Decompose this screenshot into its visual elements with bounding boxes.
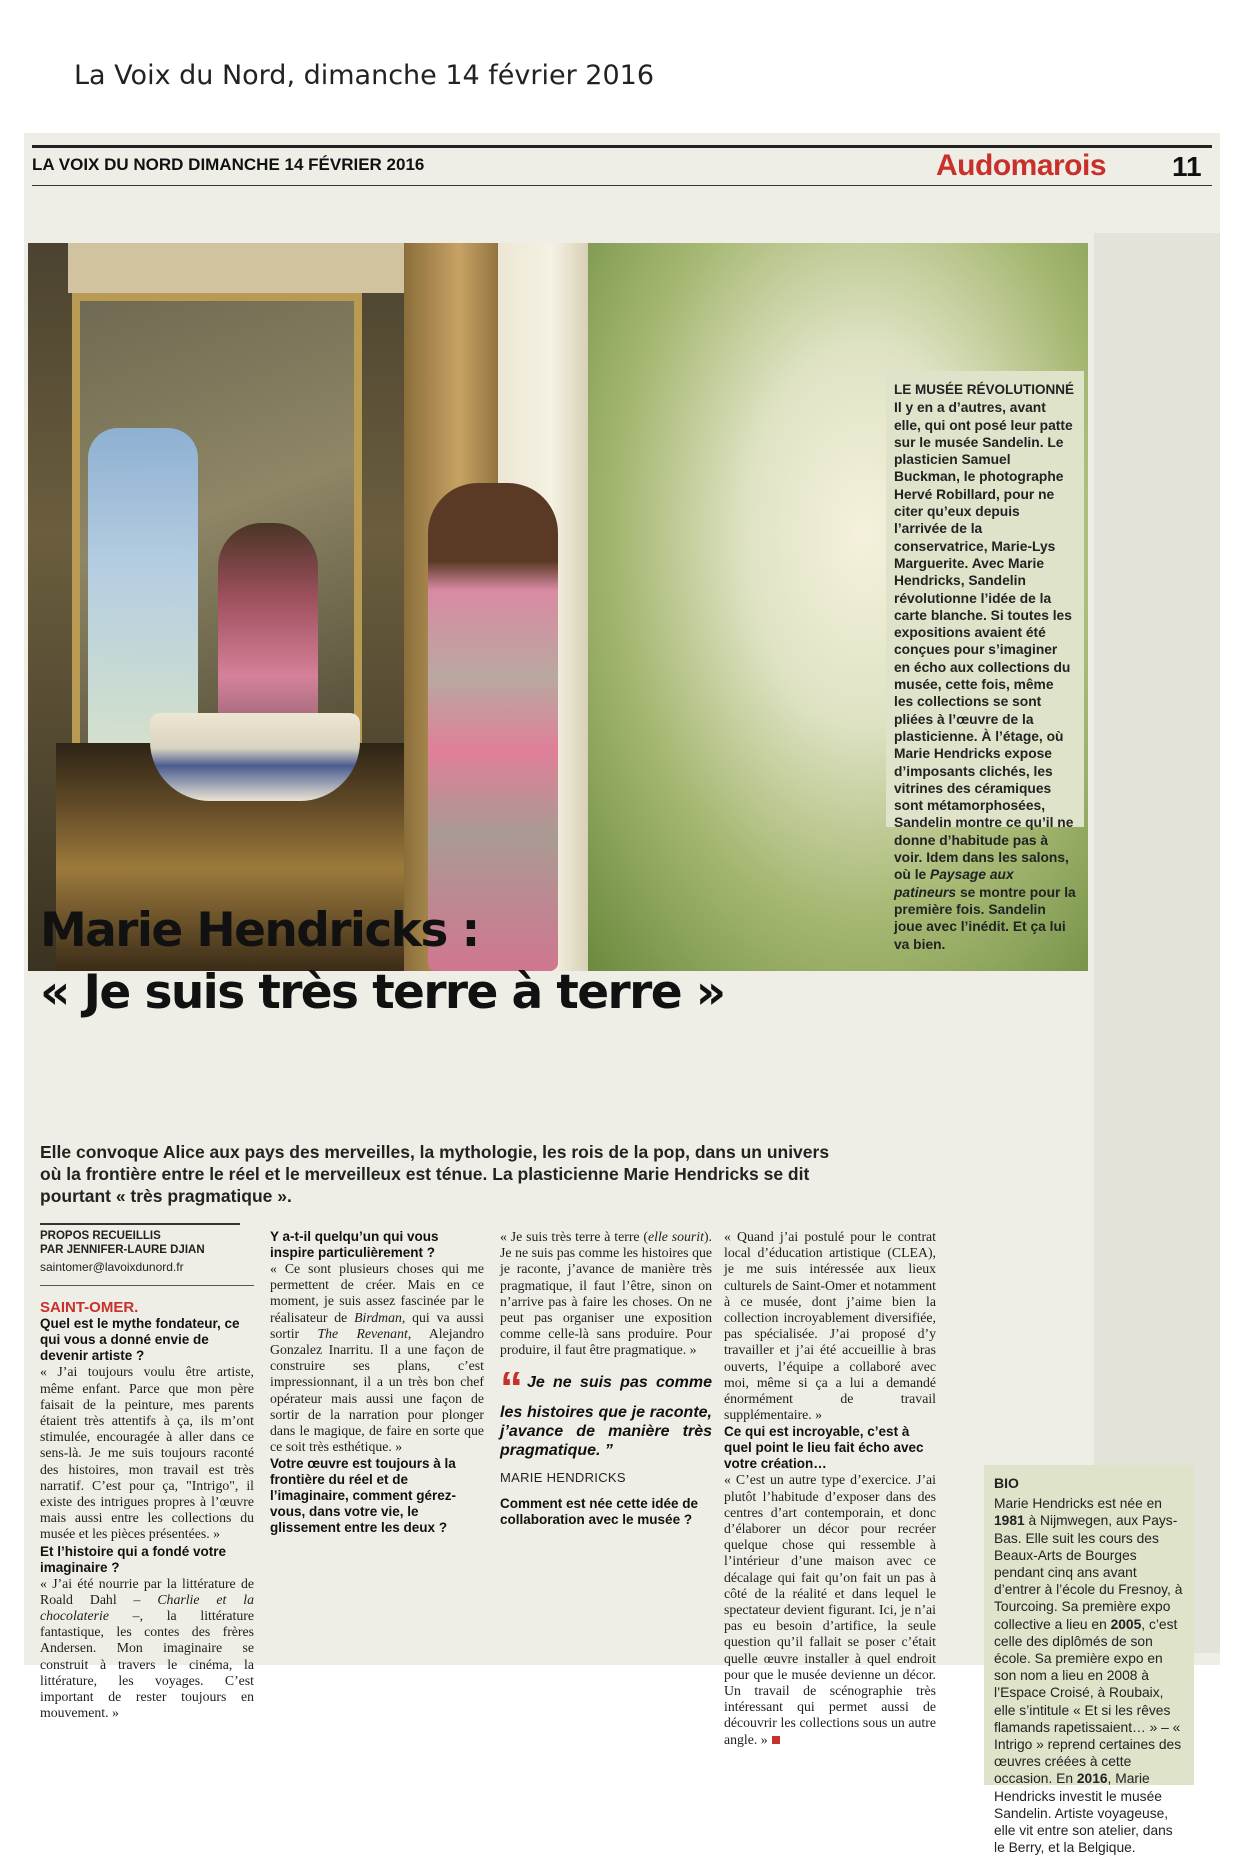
section-name: Audomarois (936, 149, 1107, 182)
answer-3-part-3: , Alejandro Gonzalez Inarritu. Il a une façon de construire ses plans, c’est impressionnant, il a un très bon chef opérateur mais aussi une façon de sortir de la narration pour plonger dans le magique, de faire en sorte que ce soit très esthétique. » (270, 1325, 484, 1455)
byline-line-1: PROPOS RECUEILLIS (40, 1230, 161, 1242)
answer-4-aside: elle sourit (647, 1229, 704, 1244)
question-3: Y a-t-il quelqu’un qui vous inspire particulièrement ? (270, 1229, 439, 1260)
answer-2-end: –, la littérature fantastique, les contes des frères Andersen. Mon imaginaire se construit à travers le cinéma, la littérature, les voyages. C’est important de rester toujours en mouvement. » (40, 1608, 254, 1721)
question-2: Et l’histoire qui a fondé votre imaginaire ? (40, 1543, 227, 1575)
photo-ceramic-cake (88, 428, 198, 748)
sidebar-box-title: LE MUSÉE RÉVOLUTIONNÉ (894, 382, 1075, 397)
answer-6-text: « C’est un autre type d’exercice. J’ai plutôt l’habitude d’exposer dans des centres d’art contemporain, et donc d’élaborer un décor pour recréer quelque chose qui ressemble à l’intérieur d’une maison avec ce décalage qui fait qu’on fait un pas à côté de la réalité et dans lequel le spectateur devient figurant. Ici, je n’ai pas eu besoin d’artifice, la seule question qu’il fallait se poser c’était quelle œuvre installer à quel endroit pour que le musée devienne un décor. Un travail de scénographie très intéressant qui permet aussi de découvrir les collections sous un autre angle. » (724, 1472, 936, 1747)
quote-mark-icon: “ (500, 1361, 523, 1414)
header-rule-bottom (32, 185, 1212, 186)
photo-artist (428, 483, 558, 971)
header-rule-top (32, 145, 1212, 148)
answer-2 (40, 1576, 254, 1722)
bio-text-1: Marie Hendricks est née en (994, 1496, 1162, 1512)
bio-text-4: , Marie Hendricks investit le musée Sandelin. Artiste voyageuse, elle vit entre son atelier, dans le Berry, et la Belgique. (994, 1771, 1173, 1856)
adjacent-article-ghost (1094, 233, 1220, 1653)
byline-email: saintomer@lavoixdunord.fr (40, 1260, 184, 1274)
headline-line-2: « Je suis très terre à terre » (40, 965, 725, 1020)
answer-3-part-2: , qui va aussi sortir (270, 1309, 484, 1341)
pull-quote-author: MARIE HENDRICKS (500, 1469, 626, 1485)
newspaper-clipping (24, 133, 1220, 1856)
answer-1: « J’ai toujours voulu être artiste, même enfant. Parce que mon père faisait de la peinture, mes parents étaient très attentifs à ça, ils m’ont stimulée, encouragée à aller dans ce sens-là. Je me suis toujours raconté des histoires, mon travail est très narratif. C’est pour ça, "Intrigo", il existe des intrigues propres à l’œuvre mais aussi entre les collections du musée et les pièces présentées. » (40, 1364, 254, 1542)
answer-3-part-1: « Ce sont plusieurs choses qui me permettent de créer. Mais en ce moment, je suis assez fascinée par le réalisateur de (270, 1261, 484, 1325)
answer-4-part-2: ). Je ne suis pas comme les histoires que je raconte, j’avance de manière très pragmatique, il faut l’être, sinon on n’arrive pas à faire les choses. On ne peut pas organiser une exposition comme celle-là sans produire. Pour produire, il faut être pragmatique. » (500, 1229, 712, 1358)
article-headline (40, 903, 800, 1021)
page-number: 11 (1172, 151, 1202, 182)
bio-year-sandelin: 2016 (1076, 1771, 1108, 1787)
photo-reflection (218, 523, 318, 743)
pull-quote-text: Je ne suis pas comme les histoires que je raconte, j’avance de manière très pragmatique. ” (500, 1373, 712, 1459)
sidebar-box-artwork: Paysage aux patineurs (894, 867, 1014, 900)
answer-3-film-2: The Revenant (317, 1325, 408, 1341)
bio-year-birth: 1981 (994, 1513, 1025, 1529)
question-6: Ce qui est incroyable, c’est à quel point le lieu fait écho avec votre création… (724, 1424, 924, 1472)
sidebar-box-musee (886, 371, 1084, 952)
bio-box (984, 1465, 1194, 1856)
masthead (32, 155, 424, 175)
answer-6 (724, 1472, 936, 1747)
answer-2-book: Charlie et la chocolaterie (40, 1591, 254, 1624)
bio-title: BIO (994, 1475, 1019, 1491)
masthead-date: DIMANCHE 14 FÉVRIER 2016 (188, 155, 425, 174)
dateline-city: SAINT-OMER. (40, 1299, 139, 1317)
answer-5: « Quand j’ai postulé pour le contrat local d’éducation artistique (CLEA), je me suis intéressée aux lieux culturels de Saint-Omer et notamment à ce musée, dont j’aime bien la collection incroyablement diversifiée, pas spécialisée. J’ai proposé d’y travailler et j’ai été accueillie à bras ouverts, l’équipe a collaboré avec moi, même si ça a lui a demandé énormément de travail supplémentaire. » (724, 1229, 936, 1423)
byline-rule (40, 1223, 240, 1225)
bio-text-2: à Nijmwegen, aux Pays-Bas. Elle suit les cours des Beaux-Arts de Bourges pendant cinq ans avant d’entrer à l’école du Fresnoy, à Tourcoing. Sa première expo collective a lieu en (994, 1513, 1183, 1632)
answer-4-part-1: « Je suis très terre à terre ( (500, 1229, 648, 1244)
answer-3 (270, 1261, 484, 1455)
byline-line-2: PAR JENNIFER-LAURE DJIAN (40, 1244, 205, 1256)
question-5: Comment est née cette idée de collaboration avec le musée ? (500, 1495, 699, 1527)
answer-3-film-1: Birdman (354, 1309, 402, 1325)
article-lede: Elle convoque Alice aux pays des merveilles, la mythologie, les rois de la pop, dans un univers où la frontière entre le réel et le merveilleux est ténue. La plasticienne Marie Hendricks se dit pourtant « très pragmatique ». (40, 1142, 830, 1206)
bio-year-first-expo: 2005 (1110, 1616, 1142, 1632)
sidebar-box-text: Il y en a d’autres, avant elle, qui ont posé leur patte sur le musée Sandelin. Le plasticien Samuel Buckman, le photographe Hervé Robillard, pour ne citer qu’eux depuis l’arrivée de la conservatrice, Marie-Lys Marguerite. Avec Marie Hendricks, Sandelin révolutionne l’idée de la carte blanche. Si toutes les expositions avaient été conçues pour s’imaginer en écho aux collections du musée, cette fois, même les collections se sont pliées à l’œuvre de la plasticienne. À l’étage, où Marie Hendricks expose d’imposants clichés, les vitrines des céramiques sont métamorphosées, Sandelin montre ce qu’il ne donne d’habitude pas à voir. Idem dans les salons, où le (894, 400, 1074, 883)
question-4: Votre œuvre est toujours à la frontière du réel et de l’imaginaire, comment gérez-vous, dans votre vie, le glissement entre les deux ? (270, 1456, 457, 1536)
bio-text-3: , c’est celle des diplômés de son école. Sa première expo en son nom a lieu en 2008 à l’Espace Croisé, à Roubaix, elle s’intitule « Et si les rêves flamands rapetissaient… » – « Intrigo » reprend certaines des œuvres créées à cette occasion. En (994, 1616, 1182, 1787)
answer-2-start: « J’ai été nourrie par la littérature de Roald Dahl – (40, 1575, 254, 1607)
column-4 (724, 1229, 936, 1748)
photo-tureen (150, 713, 360, 801)
byline-separator (40, 1285, 254, 1286)
sidebar-box-text-end: se montre pour la première fois. Sandelin joue avec l’inédit. Et ça lui va bien. (894, 884, 1076, 952)
photo-ceiling (68, 243, 408, 293)
pull-quote (500, 1361, 712, 1486)
headline-line-1: Marie Hendricks : (40, 903, 479, 958)
end-of-article-icon (772, 1736, 780, 1744)
document-caption: La Voix du Nord, dimanche 14 février 2016 (74, 60, 654, 91)
question-1: Quel est le mythe fondateur, ce qui vous a donné envie de devenir artiste ? (40, 1316, 240, 1364)
masthead-title: LA VOIX DU NORD (32, 155, 184, 174)
column-1 (40, 1229, 254, 1721)
column-2 (270, 1229, 484, 1536)
answer-4 (500, 1229, 712, 1359)
column-3 (500, 1229, 712, 1528)
